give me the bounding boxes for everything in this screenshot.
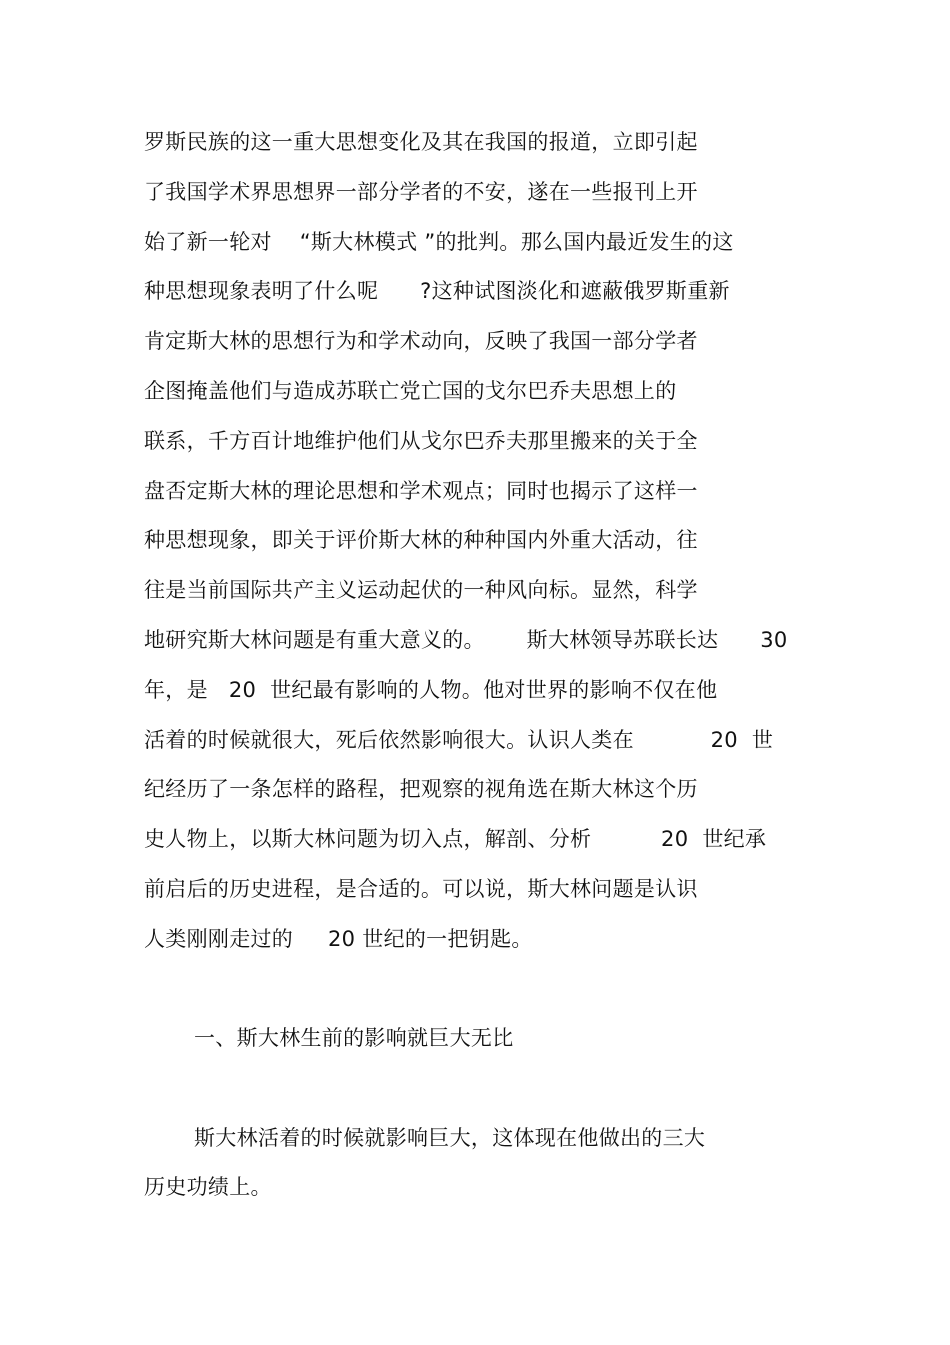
body-text-line: 斯大林活着的时候就影响巨大，这体现在他做出的三大 (194, 1126, 706, 1150)
body-text-line: 企图掩盖他们与造成苏联亡党亡国的戈尔巴乔夫思想上的 (144, 379, 677, 403)
body-text-line: 了我国学术界思想界一部分学者的不安，遂在一些报刊上开 (144, 180, 698, 204)
body-text-line: 往是当前国际共产主义运动起伏的一种风向标。显然，科学 (144, 578, 698, 602)
body-text-line: 活着的时候就很大，死后依然影响很大。认识人类在 20 世 (144, 728, 774, 752)
body-text-line: 地研究斯大林问题是有重大意义的。 斯大林领导苏联长达 30 (144, 628, 788, 652)
body-text-line: 历史功绩上。 (144, 1175, 272, 1199)
body-text-line: 联系，千方百计地维护他们从戈尔巴乔夫那里搬来的关于全 (144, 429, 698, 453)
body-text-line: 纪经历了一条怎样的路程，把观察的视角选在斯大林这个历 (144, 777, 698, 801)
body-text-line: 史人物上，以斯大林问题为切入点，解剖、分析 20 世纪承 (144, 827, 767, 851)
body-text-line: 盘否定斯大林的理论思想和学术观点；同时也揭示了这样一 (144, 479, 698, 503)
body-text-line: 人类刚刚走过的 20 世纪的一把钥匙。 (144, 927, 533, 951)
body-text-line: 种思想现象，即关于评价斯大林的种种国内外重大活动，往 (144, 528, 698, 552)
body-text-line: 种思想现象表明了什么呢 ?这种试图淡化和遮蔽俄罗斯重新 (144, 279, 730, 303)
body-text-line: 始了新一轮对 “斯大林模式 ”的批判。那么国内最近发生的这 (144, 230, 734, 254)
body-text-line: 罗斯民族的这一重大思想变化及其在我国的报道，立即引起 (144, 130, 698, 154)
body-text-line: 前启后的历史进程，是合适的。可以说，斯大林问题是认识 (144, 877, 698, 901)
body-text-line: 年，是 20 世纪最有影响的人物。他对世界的影响不仅在他 (144, 678, 718, 702)
body-text-line: 肯定斯大林的思想行为和学术动向，反映了我国一部分学者 (144, 329, 698, 353)
section-heading: 一、斯大林生前的影响就巨大无比 (194, 1026, 514, 1050)
